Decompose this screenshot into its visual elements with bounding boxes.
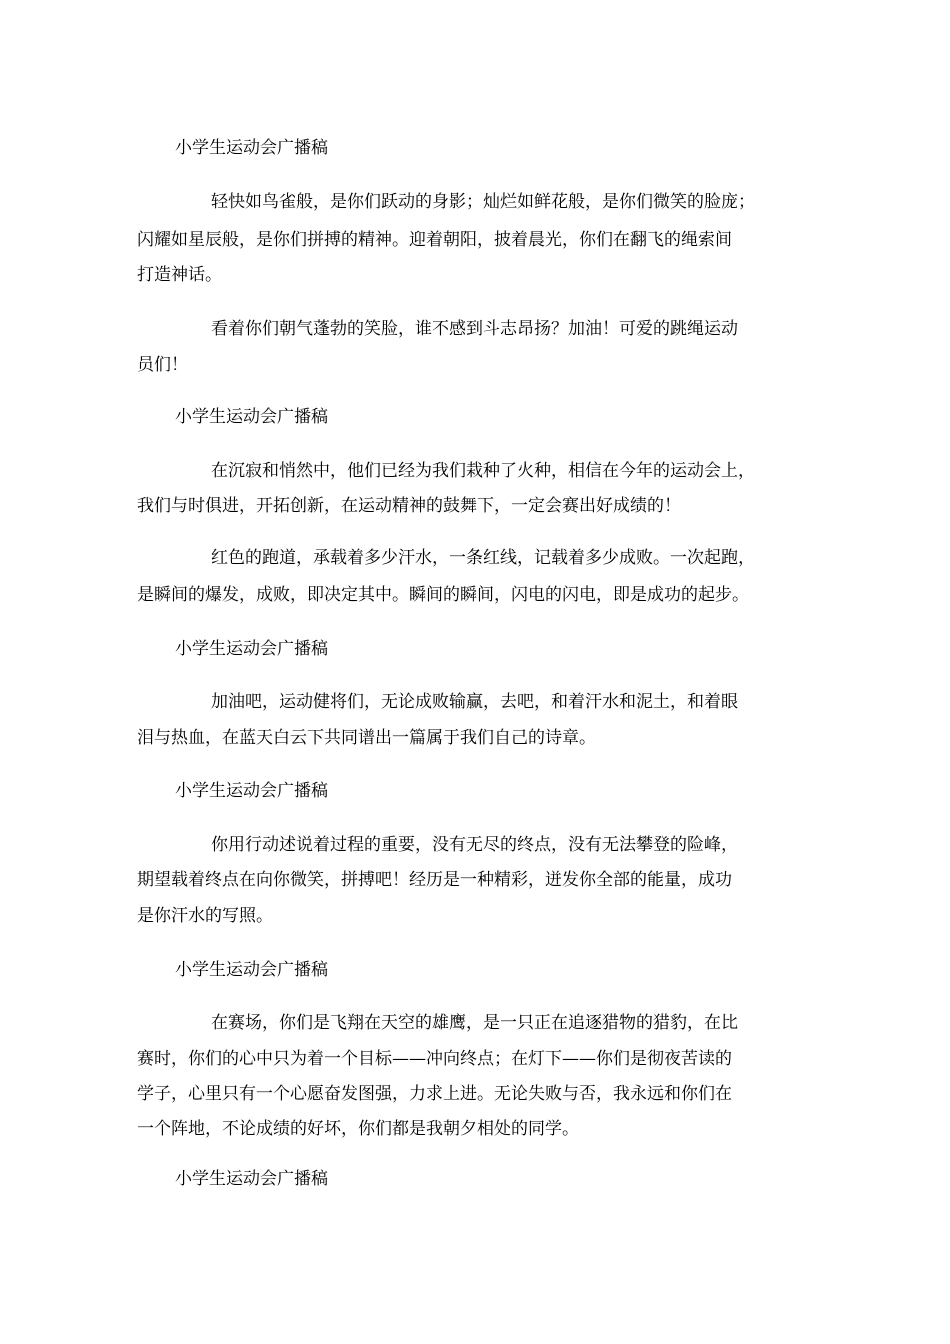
- paragraph-line: 你用行动述说着过程的重要，没有无尽的终点，没有无法攀登的险峰，: [211, 835, 738, 855]
- paragraph-line: 打造神话。: [137, 265, 222, 285]
- paragraph-line: 赛时，你们的心中只为着一个目标——冲向终点；在灯下——你们是彻夜苦读的: [137, 1049, 732, 1069]
- paragraph-line: 闪耀如星辰般，是你们拼搏的精神。迎着朝阳，披着晨光，你们在翻飞的绳索间: [137, 230, 732, 250]
- paragraph-line: 员们！: [137, 355, 188, 375]
- paragraph-line: 期望载着终点在向你微笑，拼搏吧！经历是一种精彩，迸发你全部的能量，成功: [137, 870, 732, 890]
- section-heading: 小学生运动会广播稿: [175, 781, 328, 801]
- paragraph-line: 一个阵地，不论成绩的好坏，你们都是我朝夕相处的同学。: [137, 1119, 579, 1139]
- paragraph-line: 学子，心里只有一个心愿奋发图强，力求上进。无论失败与否，我永远和你们在: [137, 1084, 732, 1104]
- paragraph-line: 我们与时俱进，开拓创新，在运动精神的鼓舞下，一定会赛出好成绩的！: [137, 496, 681, 516]
- paragraph-line: 轻快如鸟雀般，是你们跃动的身影；灿烂如鲜花般，是你们微笑的脸庞；: [211, 192, 755, 212]
- paragraph-line: 加油吧，运动健将们，无论成败输赢，去吧，和着汗水和泥土，和着眼: [211, 692, 738, 712]
- section-heading: 小学生运动会广播稿: [175, 138, 328, 158]
- paragraph-line: 是瞬间的爆发，成败，即决定其中。瞬间的瞬间，闪电的闪电，即是成功的起步。: [137, 585, 749, 605]
- paragraph-line: 泪与热血，在蓝天白云下共同谱出一篇属于我们自己的诗章。: [137, 728, 596, 748]
- paragraph-line: 是你汗水的写照。: [137, 906, 273, 926]
- section-heading: 小学生运动会广播稿: [175, 639, 328, 659]
- section-heading: 小学生运动会广播稿: [175, 407, 328, 427]
- paragraph-line: 看着你们朝气蓬勃的笑脸，谁不感到斗志昂扬？加油！可爱的跳绳运动: [211, 319, 738, 339]
- paragraph-line: 红色的跑道，承载着多少汗水，一条红线，记载着多少成败。一次起跑，: [211, 548, 755, 568]
- paragraph-line: 在赛场，你们是飞翔在天空的雄鹰，是一只正在追逐猎物的猎豹，在比: [211, 1013, 738, 1033]
- paragraph-line: 在沉寂和悄然中，他们已经为我们栽种了火种，相信在今年的运动会上，: [211, 461, 755, 481]
- section-heading: 小学生运动会广播稿: [175, 960, 328, 980]
- section-heading: 小学生运动会广播稿: [175, 1169, 328, 1189]
